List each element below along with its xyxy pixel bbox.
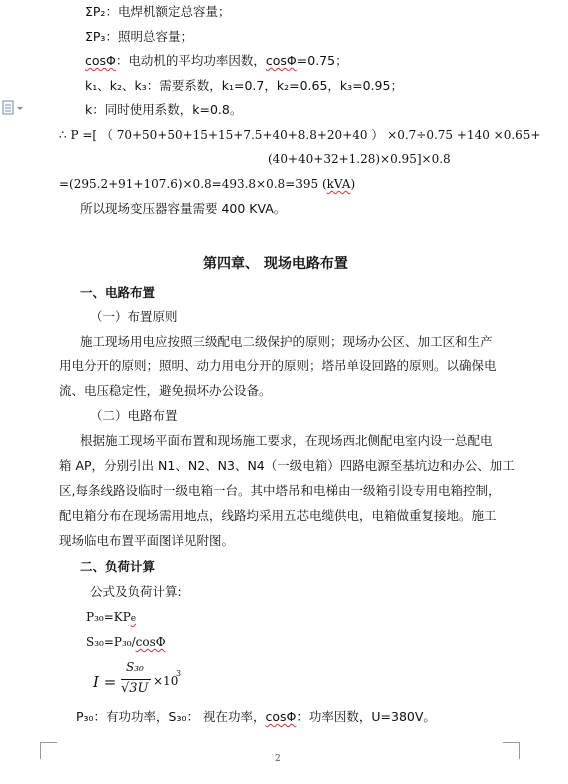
text-span: ：电动机的平均功率因数，	[115, 53, 266, 68]
subsection-heading: （一）布置原则	[90, 309, 178, 324]
section-heading: 一、电路布置	[80, 285, 156, 300]
spell-flag: cosΦ	[265, 709, 297, 724]
text-span: P₃₀=KP	[86, 610, 131, 624]
paragraph-line: 用电分开的原则；照明、动力用电分开的原则；塔吊单设回路的原则。以确保电	[59, 358, 497, 373]
text-line: 公式及负荷计算:	[90, 584, 182, 599]
paragraph-line: 区,每条线路设临时一级电箱一台。其中塔吊和电梯由一级箱引设专用电箱控制，	[59, 483, 501, 498]
fraction-bar	[121, 679, 151, 680]
formula-line: ∴ P =[ （ 70+50+50+15+15+7.5+40+8.8+20+40 ） ×0.7÷0.75 +140 ×0.65+	[59, 128, 541, 142]
page-number: 2	[275, 754, 281, 764]
spell-flag: cosΦ	[265, 53, 297, 68]
formula-denominator: √3U	[121, 681, 149, 696]
text-span: =(295.2+91+107.6)×0.8=493.8×0.8=395 (	[59, 177, 327, 191]
spell-flag: e	[130, 614, 137, 624]
paragraph-line: 根据施工现场平面布置和现场施工要求，在现场西北侧配电室内设一总配电	[80, 433, 493, 448]
paragraph-line: 流、电压稳定性，避免损坏办公设备。	[59, 383, 272, 398]
text-line: k：同时使用系数，k=0.8。	[85, 102, 243, 117]
crop-mark-bottom-left	[40, 742, 57, 759]
text-line: ΣP₂：电焊机额定总容量；	[85, 4, 231, 19]
spell-flag: kVA	[326, 177, 351, 191]
text-line: k₁、k₂、k₃：需要系数，k₁=0.7，k₂=0.65，k₃=0.95；	[85, 78, 403, 93]
text-line: ΣP₃：照明总容量；	[85, 29, 193, 44]
current-formula	[93, 660, 193, 702]
paragraph-line: 现场临电布置平面图详见附图。	[59, 533, 235, 548]
formula-numerator: S₃₀	[126, 660, 144, 674]
text-line: 所以现场变压器容量需要 400 KVA。	[80, 201, 287, 216]
formula-multiplier: ×10	[153, 674, 179, 688]
paragraph-line: 施工现场用电应按照三级配电二级保护的原则；现场办公区、加工区和生产	[80, 334, 493, 349]
spell-flag: cosΦ	[135, 635, 166, 649]
formula-line	[86, 633, 166, 651]
formula-lhs: I =	[93, 673, 117, 691]
text-span: ：功率因数，U=380V。	[296, 709, 436, 724]
subsection-heading: （二）电路布置	[90, 408, 178, 423]
formula-line: (40+40+32+1.28)×0.95]×0.8	[268, 152, 451, 166]
text-span: S₃₀=P₃₀/	[86, 635, 136, 649]
text-line	[85, 52, 348, 70]
crop-mark-bottom-right	[503, 742, 520, 759]
chapter-heading: 第四章、 现场电路布置	[203, 256, 348, 272]
document-icon[interactable]	[2, 100, 18, 116]
text-span: P₃₀：有功功率，S₃₀： 视在功率，	[76, 709, 266, 724]
paragraph-line: 配电箱分布在现场需用地点，线路均采用五芯电缆供电，电箱做重复接地。施工	[59, 508, 497, 523]
text-line	[76, 708, 436, 726]
formula-line	[59, 175, 355, 193]
paragraph-line: 箱 AP，分别引出 N1、N2、N3、N4（一级电箱）四路电源至基坑边和办公、加工	[59, 458, 515, 473]
section-heading: 二、负荷计算	[80, 559, 156, 574]
formula-line	[86, 608, 136, 628]
text-span: =0.75；	[296, 53, 348, 68]
formula-exponent: 3	[176, 669, 182, 678]
spell-flag: cosΦ	[85, 53, 116, 68]
text-span: )	[350, 177, 356, 191]
